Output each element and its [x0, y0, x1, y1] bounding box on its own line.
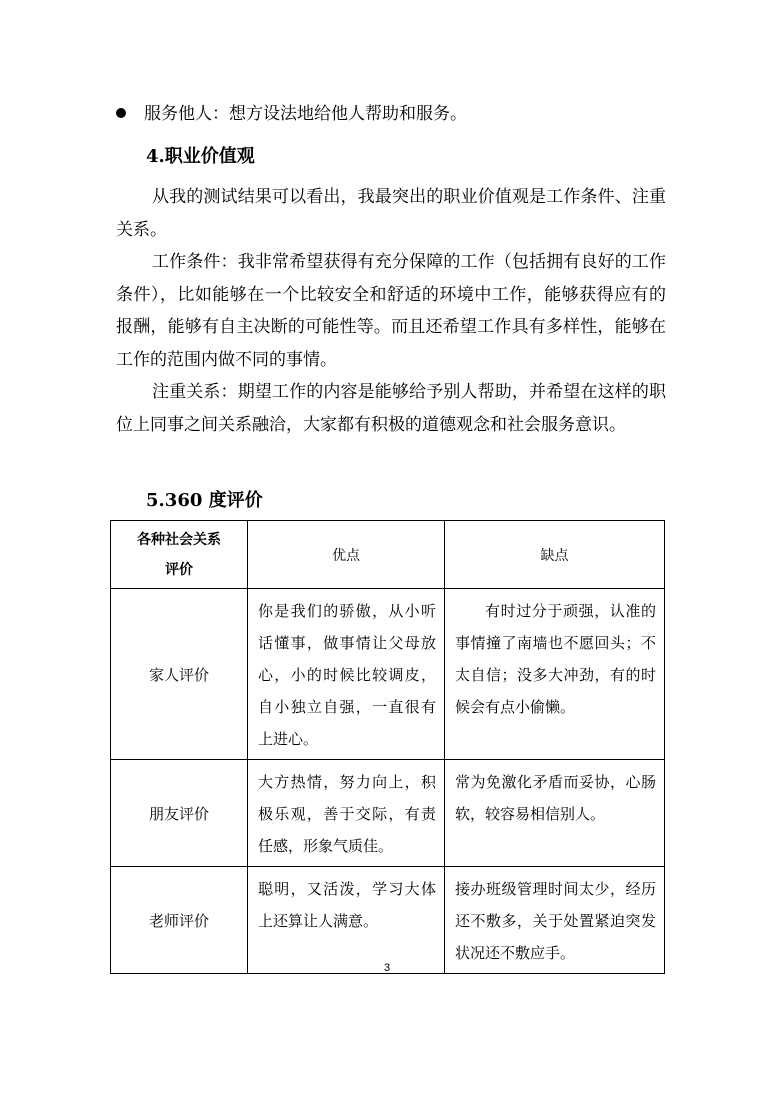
page-number: 3	[383, 962, 391, 974]
section-4-paragraph-3: 注重关系：期望工作的内容是能够给予别人帮助，并希望在这样的职位上同事之间关系融洽，大家都有积极的道德观念和社会服务意识。	[116, 382, 666, 435]
row-pros-text: 你是我们的骄傲，从小听话懂事，做事情让父母放心，小的时候比较调皮，自小独立自强，一直很有上进心。	[258, 602, 436, 748]
section-5-heading: 5.360 度评价	[146, 490, 263, 511]
bullet-icon	[116, 108, 126, 118]
section-4-paragraph-1: 从我的测试结果可以看出，我最突出的职业价值观是工作条件、注重关系。	[116, 187, 666, 240]
bullet-item	[116, 100, 467, 128]
header-category-line1: 各种社会关系	[137, 531, 221, 548]
table-row	[111, 589, 665, 760]
row-pros	[248, 760, 445, 867]
row-pros	[248, 589, 445, 760]
header-category	[111, 521, 248, 589]
row-cons-text: 有时过分于顽强，认准的事情撞了南墙也不愿回头；不太自信；没多大冲劲，有的时候会有点小偷懒。	[455, 602, 656, 716]
header-pros: 优点	[248, 521, 445, 589]
row-cons	[445, 589, 665, 760]
row-category: 老师评价	[111, 867, 248, 974]
bullet-text: 服务他人：想方设法地给他人帮助和服务。	[144, 104, 467, 124]
row-category: 朋友评价	[111, 760, 248, 867]
row-pros-text: 聪明，又活泼，学习大体上还算让人满意。	[258, 880, 436, 930]
table-row	[111, 760, 665, 867]
row-cons-text: 接办班级管理时间太少，经历还不敷多，关于处置紧迫突发状况还不敷应手。	[455, 880, 656, 962]
evaluation-table	[110, 520, 665, 974]
table-row	[111, 867, 665, 974]
table-header-row	[111, 521, 665, 589]
header-cons: 缺点	[445, 521, 665, 589]
row-cons-text: 常为免激化矛盾而妥协，心肠软，较容易相信别人。	[455, 773, 656, 823]
header-category-line2: 评价	[165, 561, 193, 578]
section-4-heading: 4.职业价值观	[146, 146, 255, 167]
row-pros-text: 大方热情，努力向上，积极乐观，善于交际，有责任感，形象气质佳。	[258, 773, 436, 855]
row-cons	[445, 760, 665, 867]
row-category: 家人评价	[111, 589, 248, 760]
section-4-paragraph-2: 工作条件：我非常希望获得有充分保障的工作（包括拥有良好的工作条件），比如能够在一个比较安全和舒适的环境中工作，能够获得应有的报酬，能够有自主决断的可能性等。而且还希望工作具有多样性，能够在工作的范围内做不同的事情。	[116, 252, 666, 370]
row-cons	[445, 867, 665, 974]
row-pros	[248, 867, 445, 974]
